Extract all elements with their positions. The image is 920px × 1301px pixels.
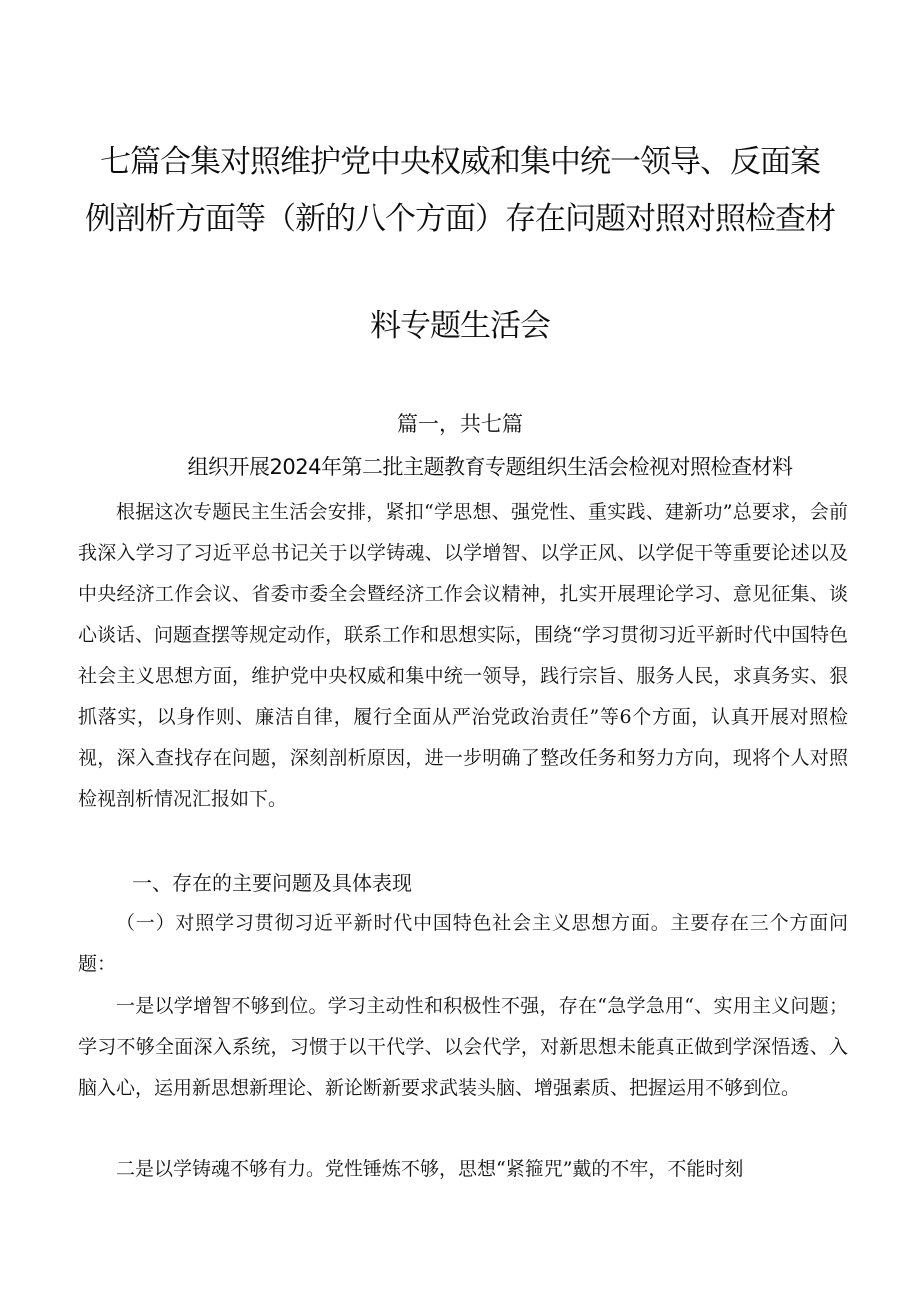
chapter-subtitle: 组织开展2024年第二批主题教育专题组织生活会检视对照检查材料	[187, 455, 793, 479]
intro-paragraph: 根据这次专题民主生活会安排，紧扣“学思想、强党性、重实践、建新功”总要求，会前我深入学习了习近平总书记关于以学铸魂、以学增智、以学正风、以学促干等重要论述以及中央经济工作会议、省委市委全会暨经济工作会议精神，扎实开展理论学习、意见征集、谈心谈话、问题查摆等规定动作，联系工作和思想实际，围绕“学习贯彻习近平新时代中国特色社会主义思想方面，维护党中央权威和集中统一领导，践行宗旨、服务人民，求真务实、狠抓落实，以身作则、廉洁自律，履行全面从严治党政治责任”等6个方面，认真开展对照检视，深入查找存在问题，深刻剖析原因，进一步明确了整改任务和努力方向，现将个人对照检视剖析情况汇报如下。	[78, 501, 848, 810]
point-paragraph-2: 二是以学铸魂不够有力。党性锤炼不够，思想“紧箍咒”戴的不牢，不能时刻	[116, 1158, 744, 1180]
point-paragraph-1: 一是以学增智不够到位。学习主动性和积极性不强，存在“急学急用“、实用主义问题；学习不够全面深入系统，习惯于以干代学、以会代学，对新思想未能真正做到学深悟透、入脑入心，运用新思想新理论、新论断新要求武装头脑、增强素质、把握运用不够到位。	[78, 995, 848, 1099]
section-heading-1: 一、存在的主要问题及具体表现	[132, 871, 412, 895]
document-title-line-2: 例剖析方面等（新的八个方面）存在问题对照对照检查材	[85, 201, 835, 237]
document-title-line-3: 料专题生活会	[370, 308, 550, 344]
subsection-paragraph-1: （一）对照学习贯彻习近平新时代中国特色社会主义思想方面。主要存在三个方面问题：	[78, 912, 848, 975]
document-title-line-1: 七篇合集对照维护党中央权威和集中统一领导、反面案	[100, 144, 820, 180]
chapter-label: 篇一，共七篇	[397, 412, 523, 436]
